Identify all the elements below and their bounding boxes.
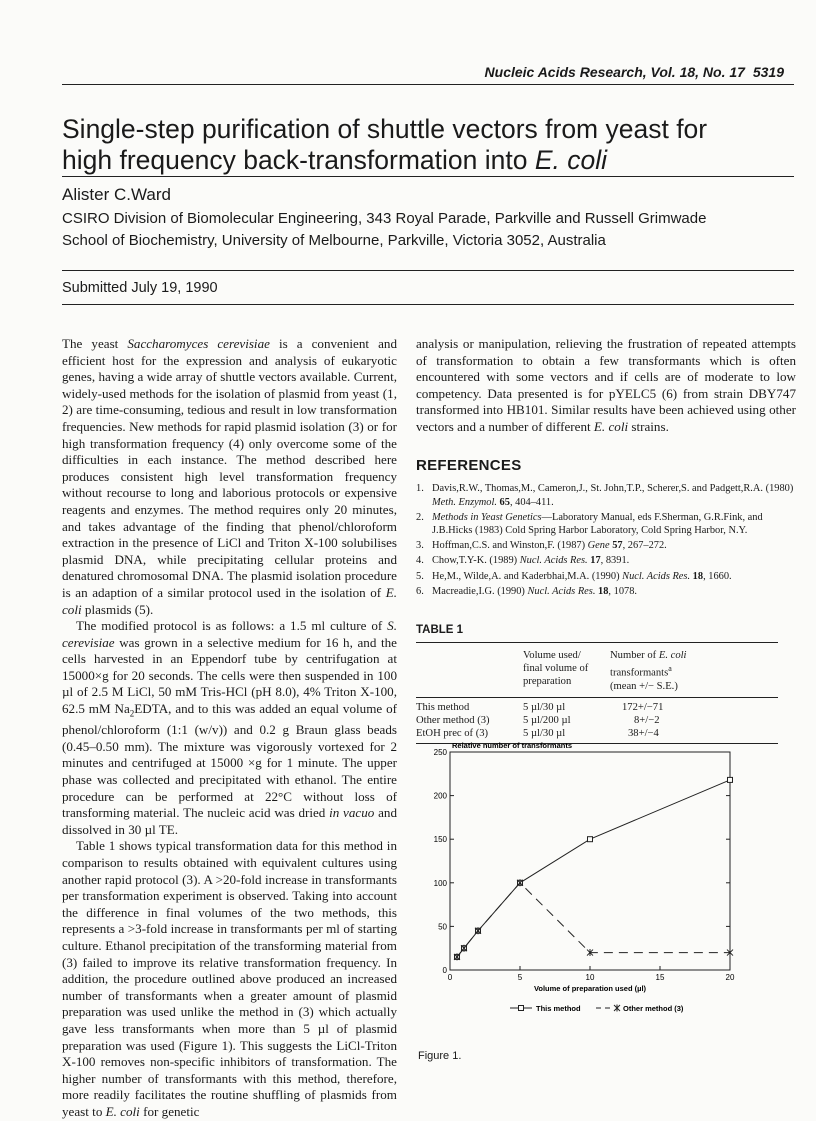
submitted-rule — [62, 304, 794, 305]
chart-title: Relative number of transformants — [452, 742, 573, 750]
author-name: Alister C.Ward — [62, 185, 171, 204]
legend-label-this-method: This method — [536, 1004, 581, 1013]
table-row: EtOH prec of (3) 5 µl/30 µl 38+/−4 — [416, 727, 778, 744]
col-header-volume: Volume used/ final volume of preparation — [523, 650, 589, 687]
x-tick-label: 5 — [517, 973, 523, 982]
table-row: Other method (3) 5 µl/200 µl 8+/−2 — [416, 715, 660, 727]
reference-item: 3. Hoffman,C.S. and Winston,F. (1987) Gene 57, 267–272. — [416, 540, 667, 552]
y-tick-label: 0 — [442, 966, 447, 975]
paragraph-conclusion: analysis or manipulation, relieving the frustration of repeated attempts of transformation to obtain a few transformants which is often encountered with some vectors and if cells are of moderate to low competency. Data presented is for pYELC5 (6) from strain DBY747 transformed into HB101. Similar results have been achieved using other vectors and a number of different E. coli strains. — [416, 336, 796, 434]
reference-item: 6. Macreadie,I.G. (1990) Nucl. Acids Res. 18, 1078. — [416, 585, 637, 597]
reference-item: 1. Davis,R.W., Thomas,M., Cameron,J., St. John,T.P., Scherer,S. and Padgett,R.A. (1980) Meth. Enzymol. 65, 404–411. — [416, 483, 794, 508]
right-column — [416, 336, 796, 436]
running-header — [485, 64, 784, 80]
table-1 — [416, 642, 778, 744]
y-tick-label: 50 — [438, 922, 447, 932]
references-list — [416, 482, 796, 600]
table-heading: TABLE 1 — [416, 624, 464, 636]
x-tick-label: 15 — [655, 973, 665, 982]
reference-item: 2. Methods in Yeast Genetics—Laboratory Manual, eds F.Sherman, G.R.Fink, and J.B.Hicks (1983) Cold Spring Harbor Laboratory, Cold Spring Harbor, N.Y. — [416, 511, 763, 537]
plot-frame — [450, 752, 730, 970]
figure-caption: Figure 1. — [418, 1050, 462, 1062]
figure-1-chart — [418, 742, 748, 1042]
left-column — [62, 336, 397, 1121]
legend-label-other-method: Other method (3) — [623, 1004, 684, 1013]
title-rule — [62, 176, 794, 177]
paragraph-results: Table 1 shows typical transformation data for this method in comparison to results obtained with equivalent cultures using another rapid protocol (3). A >20-fold increase in transformants per transformation experiment is observed. Taking into account the difference in final volumes of the two methods, this represents a >3-fold increase in transformants per ml of starting culture. Ethanol precipitation of the transforming material from (3) failed to improve its relative transformation frequency. In addition, the procedure outlined above produced an increased number of transformants when a greater amount of plasmid preparation was used unlike the method in (3) which actually gave less transformants when more than 5 µl of plasmid preparation was used (Figure 1). This suggests the LiCl-Triton X-100 removes non-specific inhibitors of transformation. The higher number of transformants with this method, therefore, more readily facilitates the routine shuffling of plasmids from yeast to E. coli for genetic — [62, 838, 397, 1119]
series-line-this-method — [457, 780, 730, 957]
x-tick-label: 10 — [585, 973, 595, 982]
y-tick-label: 250 — [433, 748, 447, 757]
reference-item: 5. He,M., Wilde,A. and Kaderbhai,M.A. (1990) Nucl. Acids Res. 18, 1660. — [416, 570, 732, 582]
reference-item: 4. Chow,T.Y-K. (1989) Nucl. Acids Res. 17, 8391. — [416, 555, 630, 567]
y-tick-label: 100 — [433, 878, 447, 888]
data-point-this-method — [588, 837, 593, 842]
paragraph-protocol: The modified protocol is as follows: a 1.5 ml culture of S. cerevisiae was grown in a selective medium for 16 h, and the cells harvested in an Eppendorf tube by centrifugation at 15000×g for 20 seconds. The cells were then suspended in 100 µl of 2.5 M LiCl, 50 mM Tris-HCl (pH 8.0), 4% Triton X-100, 62.5 mM $Na_2EDTA$, and to this was added an equal volume of phenol/chloroform (1:1 (w/v)) and 0.2 g Braun glass beads (0.45–0.50 mm). The mixture was vigorously vortexed for 2 minutes and centrifuged at 15000 ×g for 1 minute. The upper phase was collected and precipitated with ethanol. The entire procedure can be performed at 22°C without loss of transforming material. The nucleic acid was dried in vacuo and dissolved in 30 µl TE. — [62, 618, 397, 837]
table-header-row — [416, 643, 778, 698]
data-point-this-method — [728, 777, 733, 782]
references-heading: REFERENCES — [416, 457, 522, 474]
x-tick-label: 0 — [447, 973, 453, 982]
legend-marker-this-method — [519, 1006, 524, 1011]
header-rule — [62, 84, 794, 85]
journal-citation: Nucleic Acids Research, Vol. 18, No. 17 — [484, 64, 745, 80]
x-axis-label: Volume of preparation used (µl) — [533, 984, 647, 993]
x-tick-label: 20 — [725, 973, 735, 982]
page-number: 5319 — [752, 64, 784, 80]
col-header-transformants: Number of E. coli transformants$^a$ (mean +/− S.E.) — [610, 650, 687, 692]
affiliation-rule — [62, 270, 794, 271]
legend-marker-other-method — [614, 1005, 620, 1012]
table-row: This method 5 µl/30 µl 172+/−71 — [416, 701, 664, 713]
y-tick-label: 200 — [433, 791, 447, 801]
y-tick-label: 150 — [433, 835, 447, 845]
article-title: Single-step purification of shuttle vectors from yeast for high frequency back-transformation into E. coli — [62, 114, 708, 175]
submitted-date: Submitted July 19, 1990 — [62, 280, 218, 296]
series-line-other-method — [457, 883, 730, 957]
paragraph-intro: The yeast Saccharomyces cerevisiae is a convenient and efficient host for the expression and analysis of eukaryotic genes, having a wide array of shuttle vectors available. Current, widely-used methods for the isolation of plasmid from yeast (1, 2) are time-consuming, tedious and result in low transformation frequencies. New methods for rapid plasmid isolation (3) or for high transformation frequency (4) only overcome some of the difficulties in each instance. The method described here produces consistent high level transformation frequency without recourse to long and laborious protocols or expensive reagents and enzymes. The method requires only 20 minutes, and takes advantage of the finding that phenol/chloroform extraction in the presence of LiCl and Triton X-100 solubilises plasmid DNA, while precipitating cellular proteins and denatured chromosomal DNA. The plasmid isolation procedure is an adaption of a similar protocol used in the isolation of E. coli plasmids (5). — [62, 336, 397, 617]
affiliation: CSIRO Division of Biomolecular Engineering, 343 Royal Parade, Parkville and Russell Grimwade School of Biochemistry, University of Melbourne, Parkville, Victoria 3052, Australia — [62, 210, 707, 249]
